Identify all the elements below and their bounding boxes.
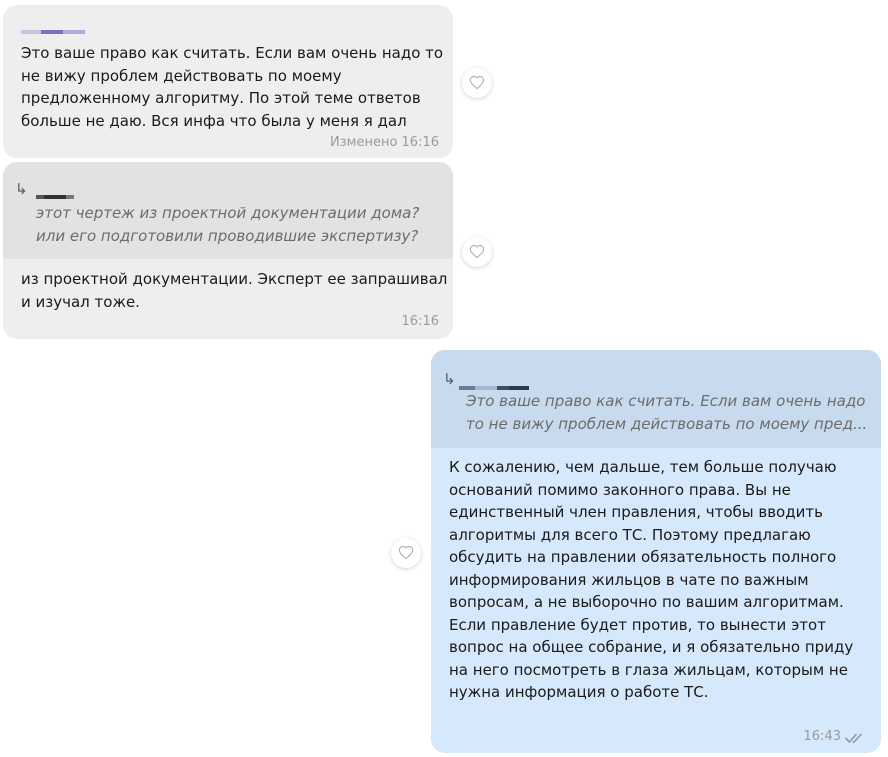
sender-name-redacted [21,21,85,33]
message-bubble-incoming[interactable] [3,5,453,158]
like-button[interactable] [391,538,421,568]
message-timestamp: 16:16 [401,314,439,329]
message-text: К сожалению, чем дальше, тем больше получаю оснований помимо законного права. Вы не единственный член правления, чтобы вводить алгоритмы для всего ТС. Поэтому предлагаю обсудить на правлении обязательность полного информирования жильцов в чате по важным вопросам, а не выборочно по вашим алгоритмам. Если правление будет против, то вынести этот вопрос на общее собрание, и я обязательно приду на него посмотреть в глаза жильцам, которым не нужна информация о работе ТС. [449,458,854,701]
quoted-sender-redacted [36,186,74,198]
like-button[interactable] [462,68,492,98]
quoted-sender-redacted [459,377,529,389]
heart-icon [469,75,485,91]
double-check-icon [845,730,867,749]
message-bubble-incoming-reply[interactable] [3,162,453,339]
reply-arrow-icon: ↳ [15,180,28,198]
heart-icon [469,244,485,260]
message-text: из проектной документации. Эксперт ее запрашивал и изучал тоже. [21,270,448,311]
quoted-message[interactable] [3,162,453,259]
reply-arrow-icon: ↳ [443,370,456,388]
message-bubble-outgoing-reply[interactable] [431,350,881,753]
quoted-text: этот чертеж из проектной документации дома? или его подготовили проводившие экспертизу? [36,204,420,245]
message-timestamp: Изменено 16:16 [330,135,439,150]
message-timestamp: 16:43 [803,729,841,744]
message-text: Это ваше право как считать. Если вам очень надо то не вижу проблем действовать по моему предложенному алгоритму. По этой теме ответов больше не даю. Вся инфа что была у меня я дал [21,44,444,130]
heart-icon [398,545,414,561]
quoted-text: Это ваше право как считать. Если вам очень надо то не вижу проблем действовать по моему пред... [466,392,868,433]
quoted-message[interactable] [431,350,881,448]
like-button[interactable] [462,237,492,267]
